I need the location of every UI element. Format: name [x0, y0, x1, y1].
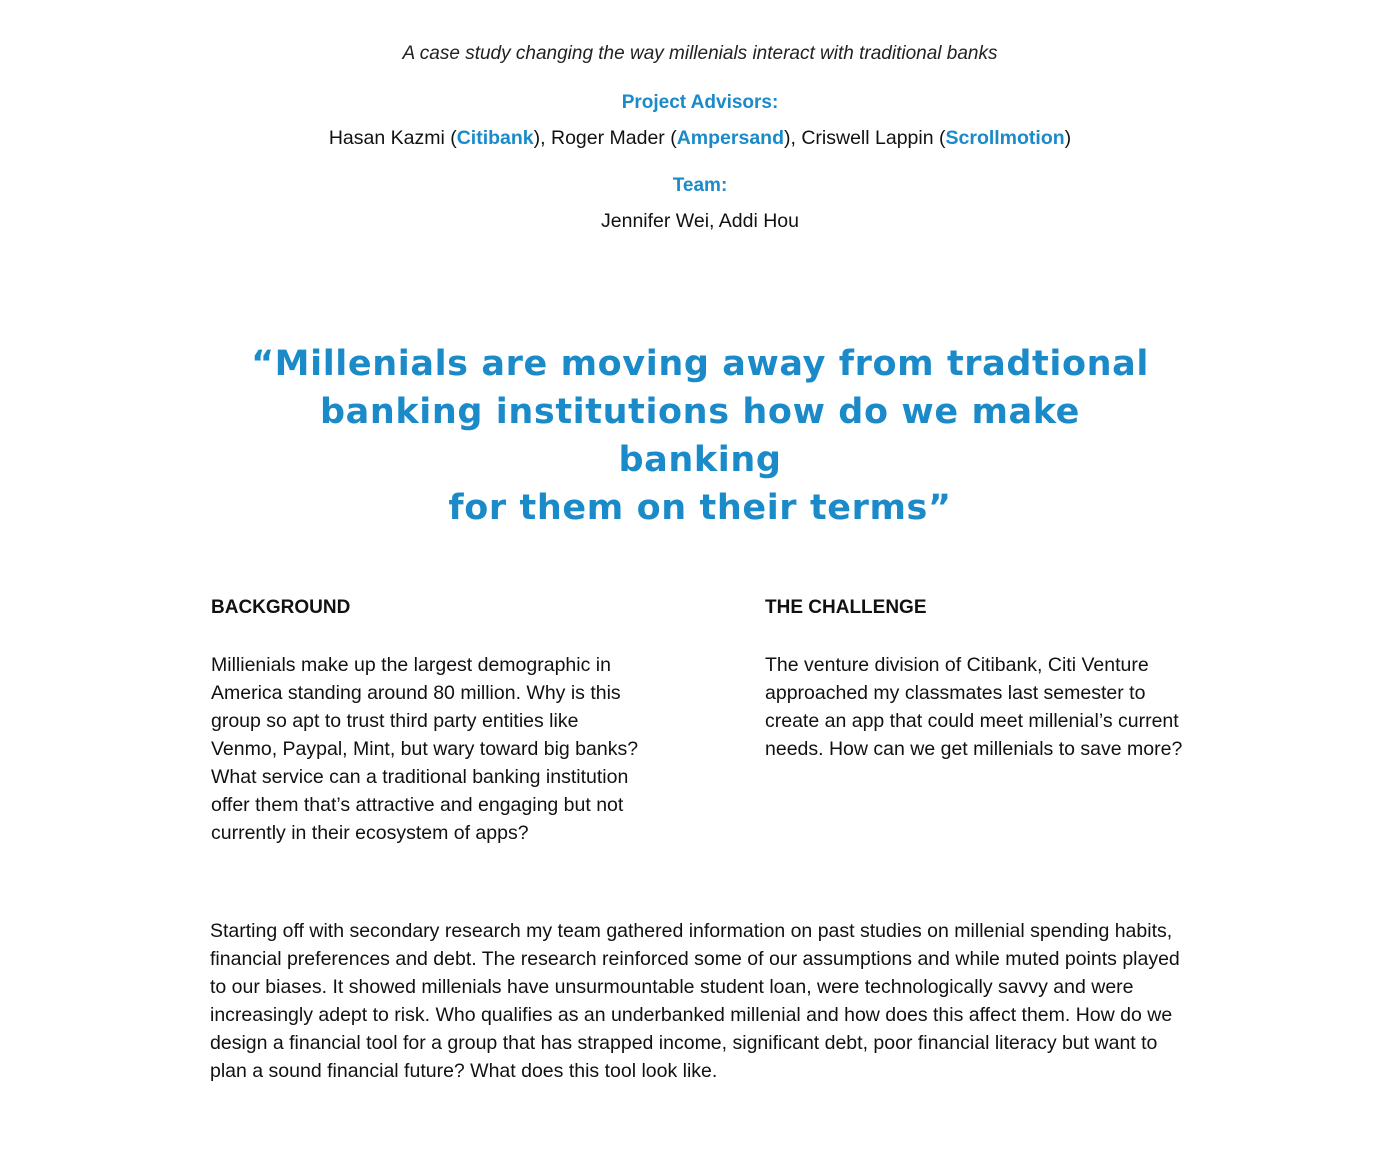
text-line: group so apt to trust third party entities like	[211, 710, 579, 732]
text-line: needs. How can we get millenials to save more?	[765, 738, 1183, 760]
text-line: America standing around 80 million. Why is this	[211, 682, 621, 704]
pull-quote	[250, 340, 1150, 532]
challenge-heading: THE CHALLENGE	[765, 597, 927, 618]
text-line: Starting off with secondary research my team gathered information on past studies on millenial spending habits,	[210, 920, 1173, 942]
text-line: to our biases. It showed millenials have unsurmountable student loan, were technologically savvy and were	[210, 976, 1134, 998]
text-line: What service can a traditional banking institution	[211, 766, 629, 788]
research-paragraph	[210, 917, 1210, 1085]
team-label: Team:	[672, 175, 728, 196]
pull-quote-line: for them on their terms”	[448, 488, 952, 528]
text-line: plan a sound financial future? What does this tool look like.	[210, 1060, 718, 1082]
text-line: currently in their ecosystem of apps?	[211, 822, 529, 844]
background-heading: BACKGROUND	[211, 597, 351, 618]
text-line: The venture division of Citibank, Citi Venture	[765, 654, 1149, 676]
text-line: Millienials make up the largest demographic in	[211, 654, 611, 676]
team-members: Jennifer Wei, Addi Hou	[601, 210, 799, 232]
advisor-org-link[interactable]: Scrollmotion	[945, 127, 1065, 149]
advisors-line: Hasan Kazmi (Citibank), Roger Mader (Ampersand), Criswell Lappin (Scrollmotion)	[328, 127, 1072, 149]
background-text	[211, 651, 681, 847]
text-line: approached my classmates last semester to	[765, 682, 1146, 704]
case-study-subtitle: A case study changing the way millenials interact with traditional banks	[402, 43, 998, 64]
text-line: offer them that’s attractive and engaging but not	[211, 794, 624, 816]
advisor-org-link[interactable]: Citibank	[456, 127, 534, 149]
text-line: design a financial tool for a group that has strapped income, significant debt, poor financial literacy but want to	[210, 1032, 1158, 1054]
advisors-label: Project Advisors:	[621, 92, 779, 113]
advisor-name: Criswell Lappin	[801, 127, 934, 149]
advisor-name: Hasan Kazmi	[328, 127, 445, 149]
advisor-name: Roger Mader	[550, 127, 665, 149]
text-line: Venmo, Paypal, Mint, but wary toward big banks?	[211, 738, 639, 760]
text-line: create an app that could meet millenial’s current	[765, 710, 1179, 732]
text-line: increasingly adept to risk. Who qualifies as an underbanked millenial and how does this affect them. How do we	[210, 1004, 1173, 1026]
pull-quote-line: banking institutions how do we make banking	[319, 392, 1081, 480]
pull-quote-line: “Millenials are moving away from tradtional	[251, 344, 1149, 384]
advisor-org-link[interactable]: Ampersand	[676, 127, 784, 149]
text-line: financial preferences and debt. The research reinforced some of our assumptions and while muted points played	[210, 948, 1180, 970]
challenge-text	[765, 651, 1225, 763]
